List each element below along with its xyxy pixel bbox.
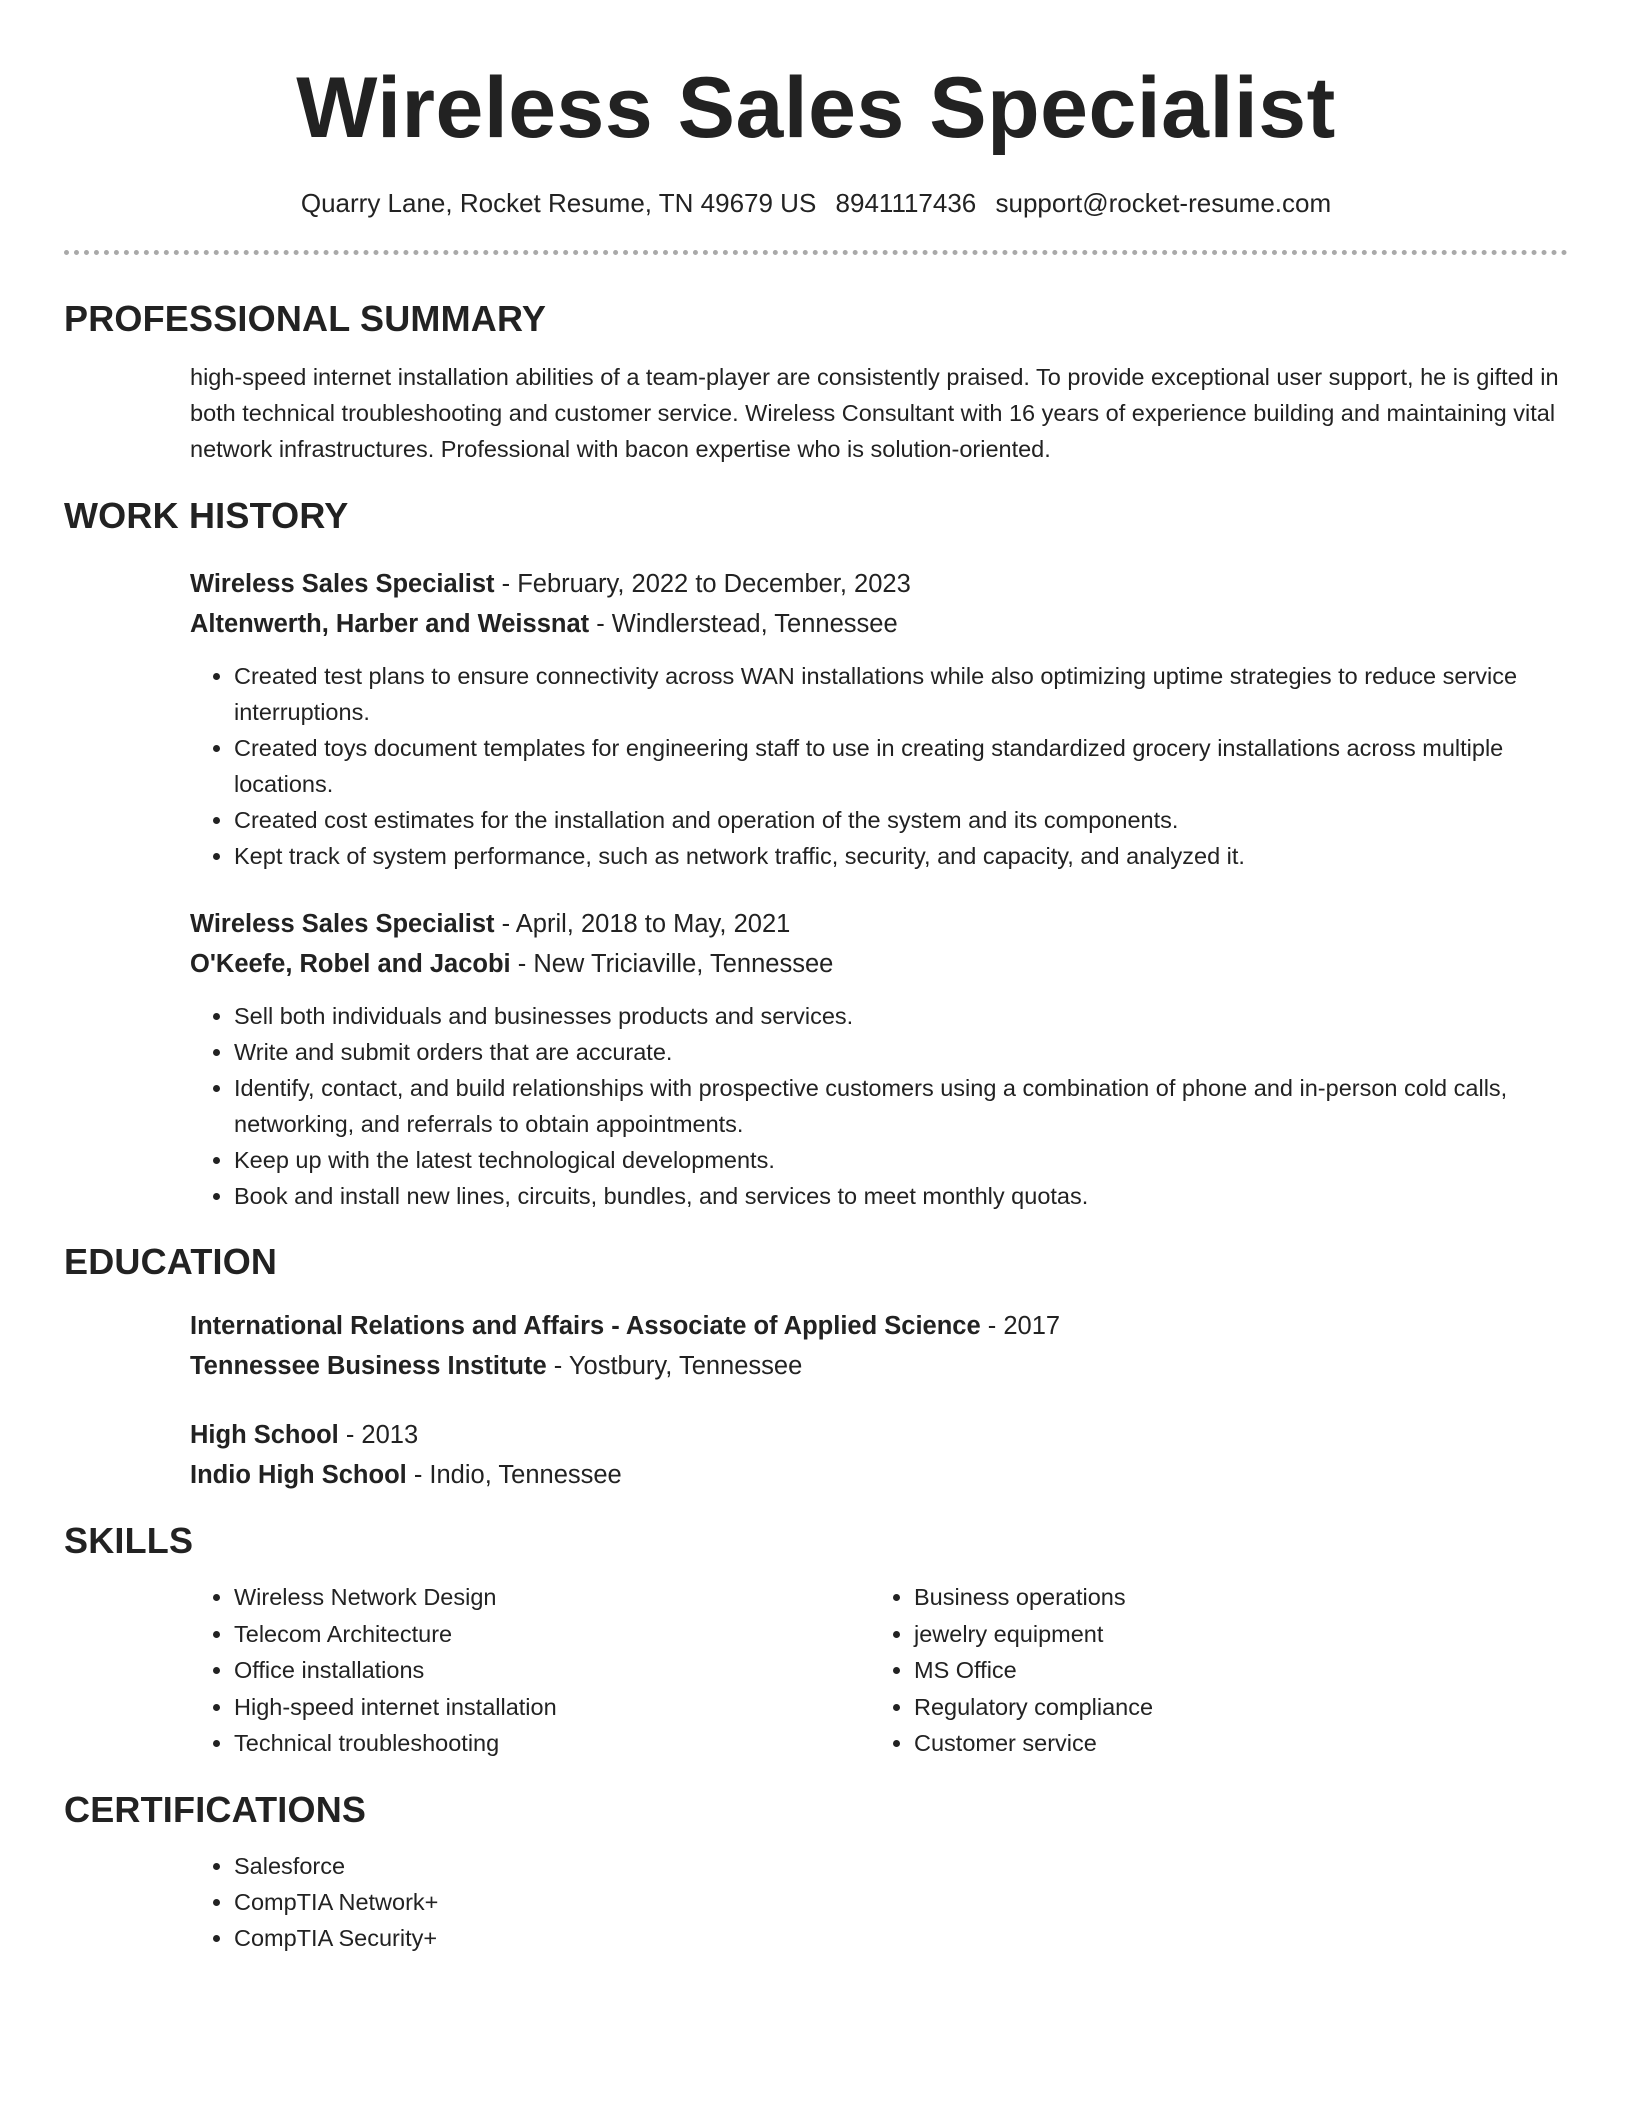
education-degree-line bbox=[190, 1306, 1568, 1346]
job-bullet: • Sell both individuals and businesses products and services. bbox=[234, 998, 1568, 1034]
job-role: Wireless Sales Specialist bbox=[190, 910, 495, 938]
summary-text: high-speed internet installation abilities of a team-player are consistently praised. To provide exceptional user support, he is gifted in both technical troubleshooting and customer service. Wireless Consultant with 16 years of experience building and maintaining vital network infrastructures. Professional with bacon expertise who is solution-oriented. bbox=[190, 364, 1559, 462]
education-location: - Yostbury, Tennessee bbox=[546, 1352, 803, 1380]
section-title-certifications: CERTIFICATIONS bbox=[64, 1788, 367, 1830]
certification-item: • Salesforce bbox=[234, 1848, 1568, 1884]
job-bullet: • Created toys document templates for engineering staff to use in creating standardized grocery installations across multiple locations. bbox=[234, 730, 1568, 802]
job-bullets bbox=[190, 998, 1568, 1214]
job-entry bbox=[190, 904, 1568, 1214]
skill-item: • jewelry equipment bbox=[914, 1616, 1514, 1653]
contact-info bbox=[64, 186, 1568, 220]
education-school-line bbox=[190, 1455, 1568, 1495]
education-school: Tennessee Business Institute bbox=[190, 1352, 547, 1380]
education-entry bbox=[190, 1306, 1568, 1386]
job-title-line bbox=[190, 564, 1568, 604]
job-role: Wireless Sales Specialist bbox=[190, 570, 495, 598]
job-entry bbox=[190, 564, 1568, 874]
skills-list-right bbox=[870, 1579, 1514, 1762]
skill-item: • Business operations bbox=[914, 1579, 1514, 1616]
education-degree-line bbox=[190, 1415, 1568, 1455]
skill-item: • Telecom Architecture bbox=[234, 1616, 870, 1653]
header-divider bbox=[64, 250, 1568, 255]
certifications-block bbox=[190, 1848, 1568, 1956]
skill-item: • Office installations bbox=[234, 1652, 870, 1689]
certifications-list bbox=[190, 1848, 1568, 1956]
job-bullet: • Created test plans to ensure connectivity across WAN installations while also optimizing uptime strategies to reduce service interruptions. bbox=[234, 658, 1568, 730]
skill-item: • MS Office bbox=[914, 1652, 1514, 1689]
contact-email: support@rocket-resume.com bbox=[995, 188, 1332, 218]
section-title-summary: PROFESSIONAL SUMMARY bbox=[64, 298, 547, 339]
resume-name: Wireless Sales Specialist bbox=[296, 60, 1336, 156]
education-year: - 2013 bbox=[338, 1421, 419, 1449]
education-year: - 2017 bbox=[980, 1312, 1061, 1340]
contact-address: Quarry Lane, Rocket Resume, TN 49679 US bbox=[300, 188, 817, 218]
job-company-line bbox=[190, 944, 1568, 984]
skill-item: • High-speed internet installation bbox=[234, 1689, 870, 1726]
education-school-line bbox=[190, 1346, 1568, 1386]
skill-item: • Wireless Network Design bbox=[234, 1579, 870, 1616]
section-title-education: EDUCATION bbox=[64, 1241, 278, 1282]
job-company: Altenwerth, Harber and Weissnat bbox=[190, 610, 590, 638]
skills-grid bbox=[190, 1579, 1568, 1762]
job-dates: - February, 2022 to December, 2023 bbox=[494, 570, 911, 598]
job-location: - Windlerstead, Tennessee bbox=[589, 610, 898, 638]
education-school: Indio High School bbox=[190, 1461, 407, 1489]
skill-item: • Customer service bbox=[914, 1725, 1514, 1762]
job-bullet: • Keep up with the latest technological developments. bbox=[234, 1142, 1568, 1178]
job-company: O'Keefe, Robel and Jacobi bbox=[190, 950, 511, 978]
section-title-work-history: WORK HISTORY bbox=[64, 495, 349, 536]
education-degree: High School bbox=[190, 1421, 339, 1449]
job-bullet: • Kept track of system performance, such as network traffic, security, and capacity, and analyzed it. bbox=[234, 838, 1568, 874]
skills-list-left bbox=[190, 1579, 870, 1762]
job-bullet: • Book and install new lines, circuits, bundles, and services to meet monthly quotas. bbox=[234, 1178, 1568, 1214]
job-company-line bbox=[190, 604, 1568, 644]
certification-item: • CompTIA Network+ bbox=[234, 1884, 1568, 1920]
education-degree: International Relations and Affairs - Associate of Applied Science bbox=[190, 1312, 981, 1340]
contact-phone: 8941117436 bbox=[835, 188, 977, 218]
job-dates: - April, 2018 to May, 2021 bbox=[494, 910, 791, 938]
resume-page bbox=[64, 0, 1568, 1956]
education-location: - Indio, Tennessee bbox=[406, 1461, 622, 1489]
certification-item: • CompTIA Security+ bbox=[234, 1920, 1568, 1956]
job-bullet: • Identify, contact, and build relationships with prospective customers using a combination of phone and in-person cold calls, networking, and referrals to obtain appointments. bbox=[234, 1070, 1568, 1142]
job-location: - New Triciaville, Tennessee bbox=[510, 950, 834, 978]
job-bullet: • Write and submit orders that are accurate. bbox=[234, 1034, 1568, 1070]
section-title-skills: SKILLS bbox=[64, 1520, 194, 1561]
skill-item: • Technical troubleshooting bbox=[234, 1725, 870, 1762]
skill-item: • Regulatory compliance bbox=[914, 1689, 1514, 1726]
job-bullet: • Created cost estimates for the installation and operation of the system and its components. bbox=[234, 802, 1568, 838]
education-entry bbox=[190, 1415, 1568, 1495]
job-bullets bbox=[190, 658, 1568, 874]
job-title-line bbox=[190, 904, 1568, 944]
